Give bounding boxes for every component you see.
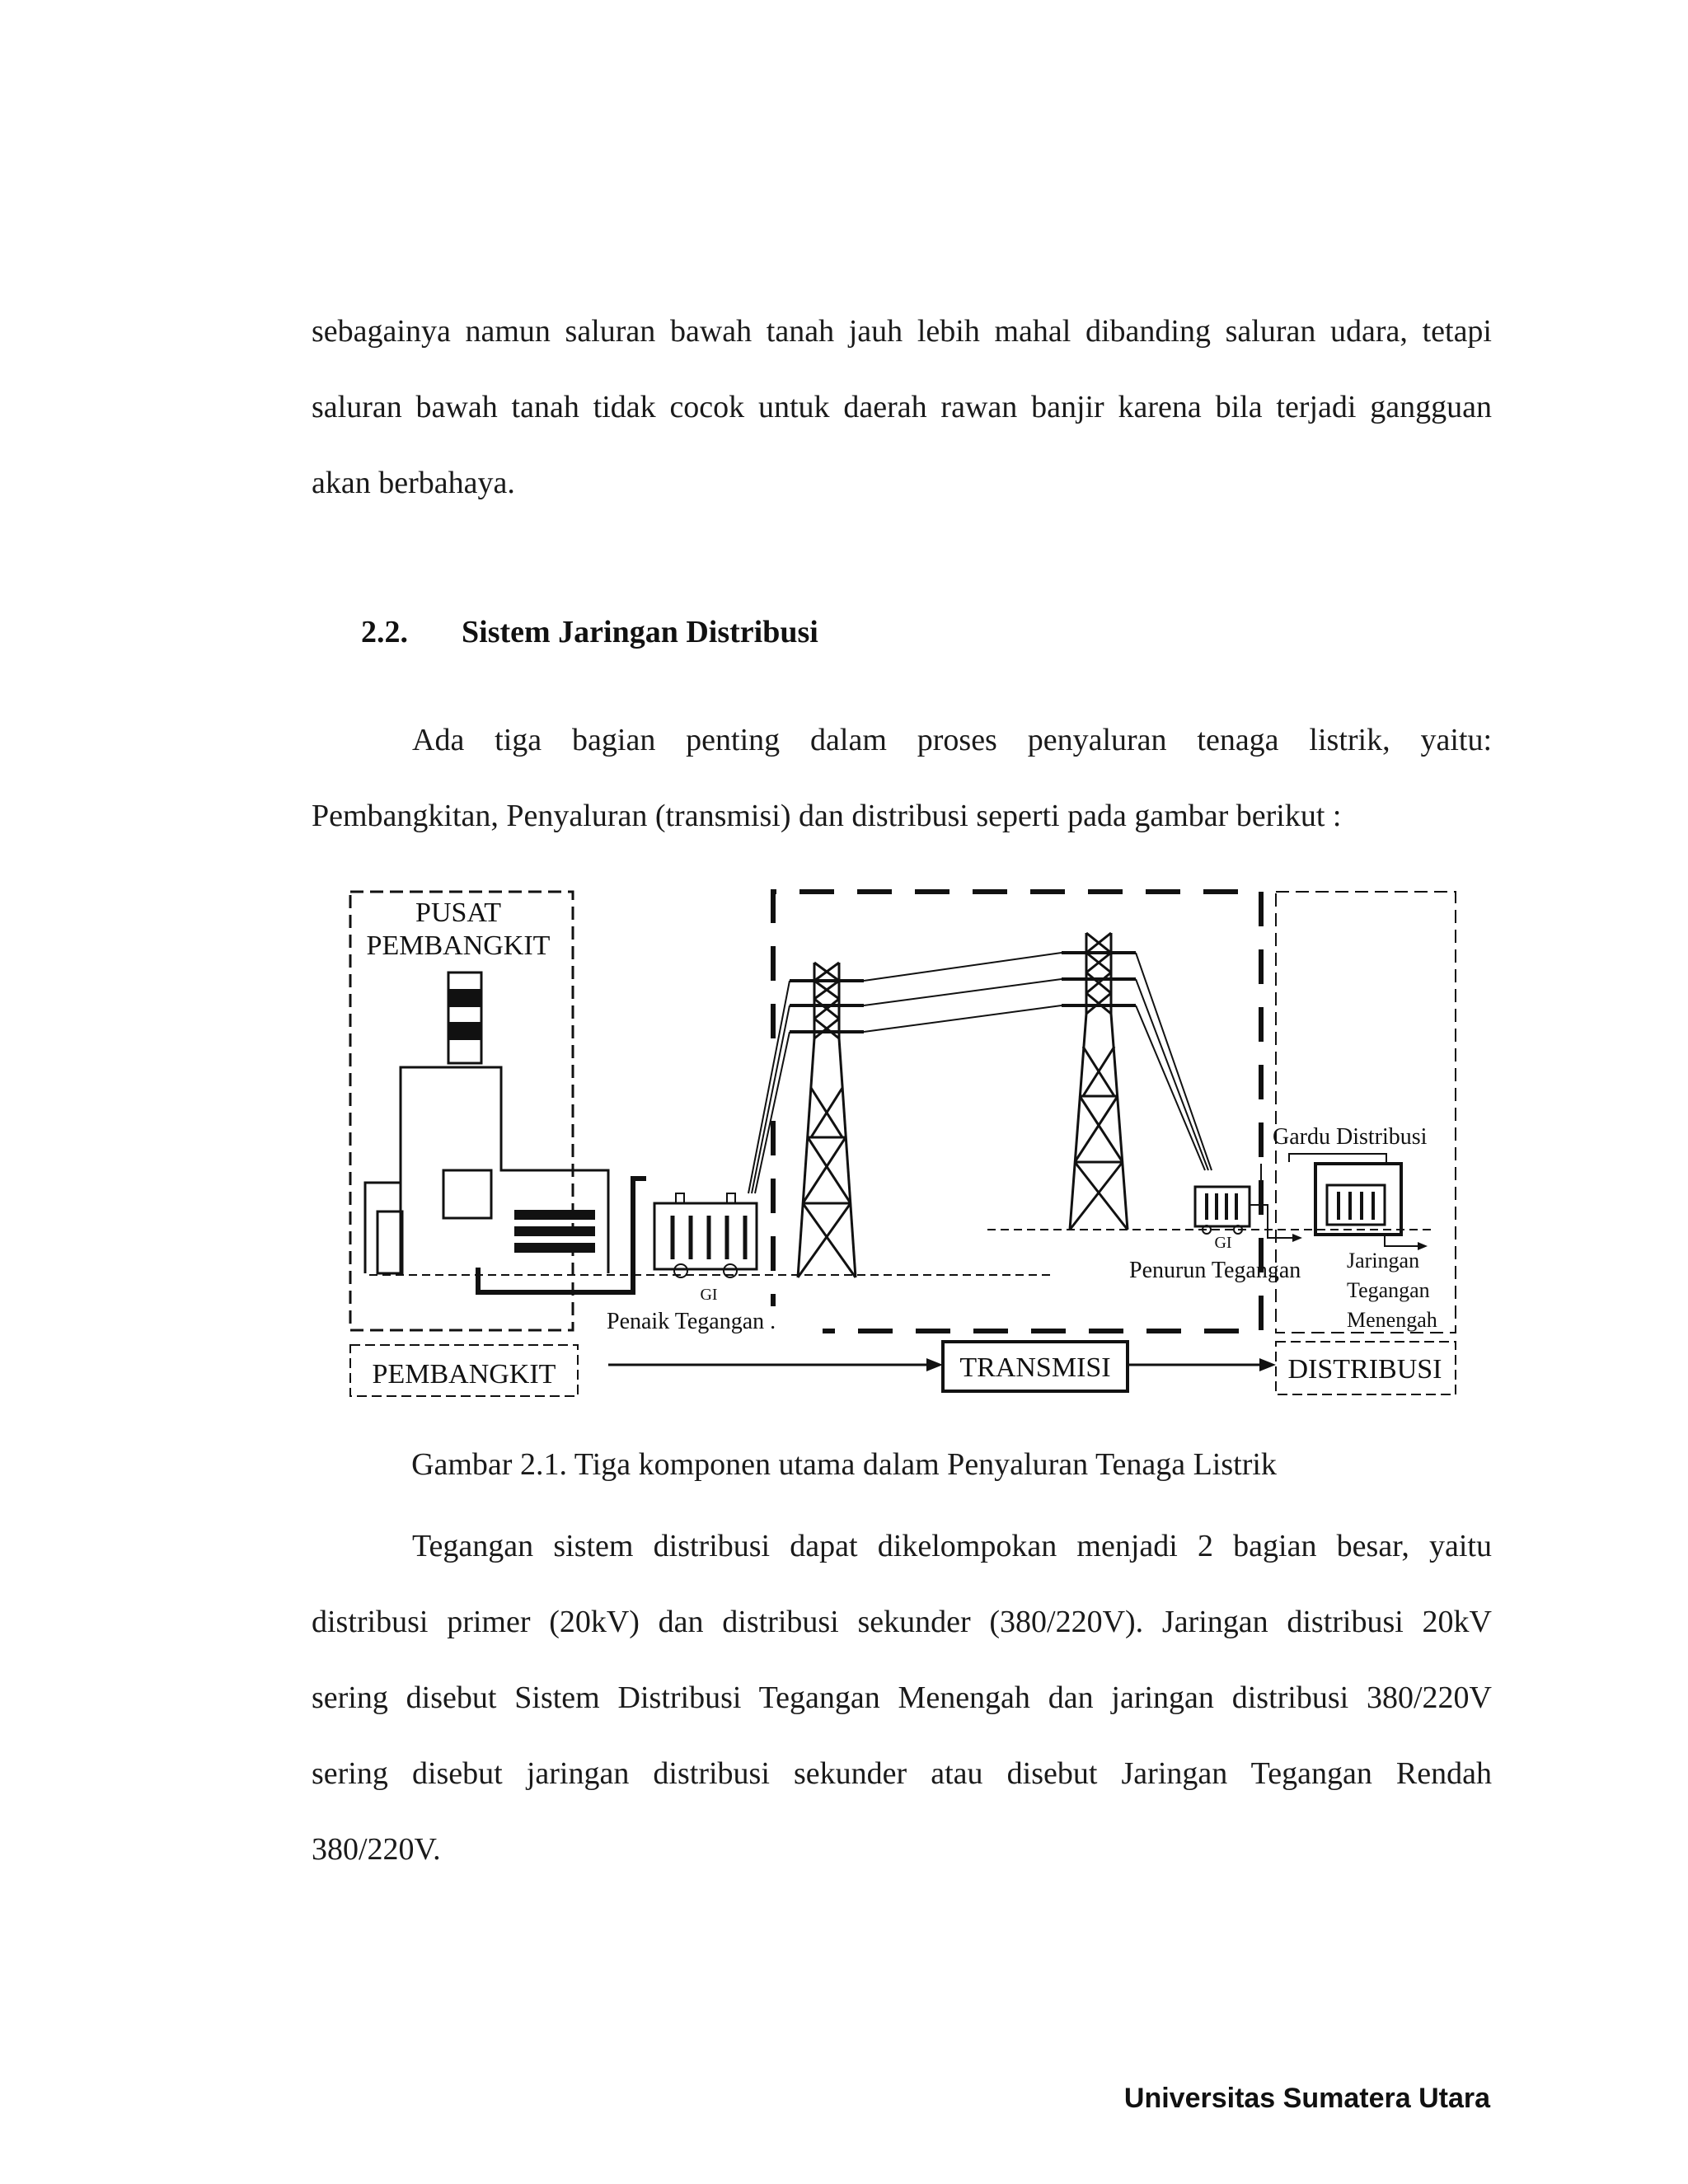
label-penurun-tegangan: Penurun Tegangan — [1129, 1258, 1301, 1283]
paragraph-line: sering disebut Sistem Distribusi Tegangan Menengah dan jaringan distribusi 380/220V — [312, 1680, 1492, 1715]
transmission-tower-right — [1062, 933, 1136, 1230]
paragraph-line: sering disebut jaringan distribusi sekunder atau disebut Jaringan Tegangan Rendah — [312, 1756, 1492, 1791]
label-penaik-tegangan: Penaik Tegangan . — [607, 1309, 776, 1334]
paragraph-line: Tegangan sistem distribusi dapat dikelompokan menjadi 2 bagian besar, yaitu — [412, 1529, 1492, 1563]
label-jaringan-1: Jaringan — [1347, 1249, 1420, 1272]
label-pembangkit-box: PEMBANGKIT — [372, 1359, 556, 1390]
paragraph-line: sebagainya namun saluran bawah tanah jauh lebih mahal dibanding saluran udara, tetapi — [312, 314, 1492, 349]
section-number: 2.2. — [361, 615, 408, 649]
paragraph-3 — [312, 1508, 1492, 1887]
section-heading — [361, 614, 818, 650]
paragraph-line: saluran bawah tanah tidak cocok untuk daerah rawan banjir karena bila terjadi gangguan — [312, 390, 1492, 424]
gi-right-transformer — [1195, 1187, 1250, 1226]
paragraph-1 — [312, 293, 1492, 521]
label-jaringan-2: Tegangan — [1347, 1278, 1430, 1302]
label-pembangkit-top: PEMBANGKIT — [366, 930, 551, 961]
diagram-svg — [345, 874, 1459, 1409]
paragraph-line: distribusi primer (20kV) dan distribusi sekunder (380/220V). Jaringan distribusi 20kV — [312, 1605, 1492, 1639]
footer-institution: Universitas Sumatera Utara — [1123, 2083, 1490, 2114]
paragraph-line: akan berbahaya. — [312, 466, 515, 500]
paragraph-line: 380/220V. — [312, 1832, 441, 1867]
label-gi-right: GI — [1214, 1234, 1232, 1252]
plant-building — [401, 1067, 608, 1273]
label-gardu-distribusi: Gardu Distribusi — [1273, 1124, 1428, 1150]
label-transmisi-box: TRANSMISI — [959, 1352, 1111, 1383]
label-distribusi-box: DISTRIBUSI — [1287, 1354, 1442, 1385]
paragraph-line: Pembangkitan, Penyaluran (transmisi) dan distribusi seperti pada gambar berikut : — [312, 799, 1342, 833]
section-title: Sistem Jaringan Distribusi — [462, 615, 818, 649]
label-gi-left: GI — [700, 1286, 718, 1304]
label-jaringan-3: Menengah — [1347, 1308, 1437, 1332]
power-system-diagram — [345, 874, 1459, 1409]
paragraph-2 — [312, 702, 1492, 854]
label-pusat: PUSAT — [415, 898, 501, 928]
gi-left-transformer — [654, 1203, 757, 1269]
paragraph-line: Ada tiga bagian penting dalam proses penyaluran tenaga listrik, yaitu: — [412, 723, 1492, 757]
transmission-tower-left — [790, 963, 864, 1277]
figure-caption: Gambar 2.1. Tiga komponen utama dalam Penyaluran Tenaga Listrik — [411, 1447, 1277, 1482]
chimney — [448, 972, 481, 1063]
